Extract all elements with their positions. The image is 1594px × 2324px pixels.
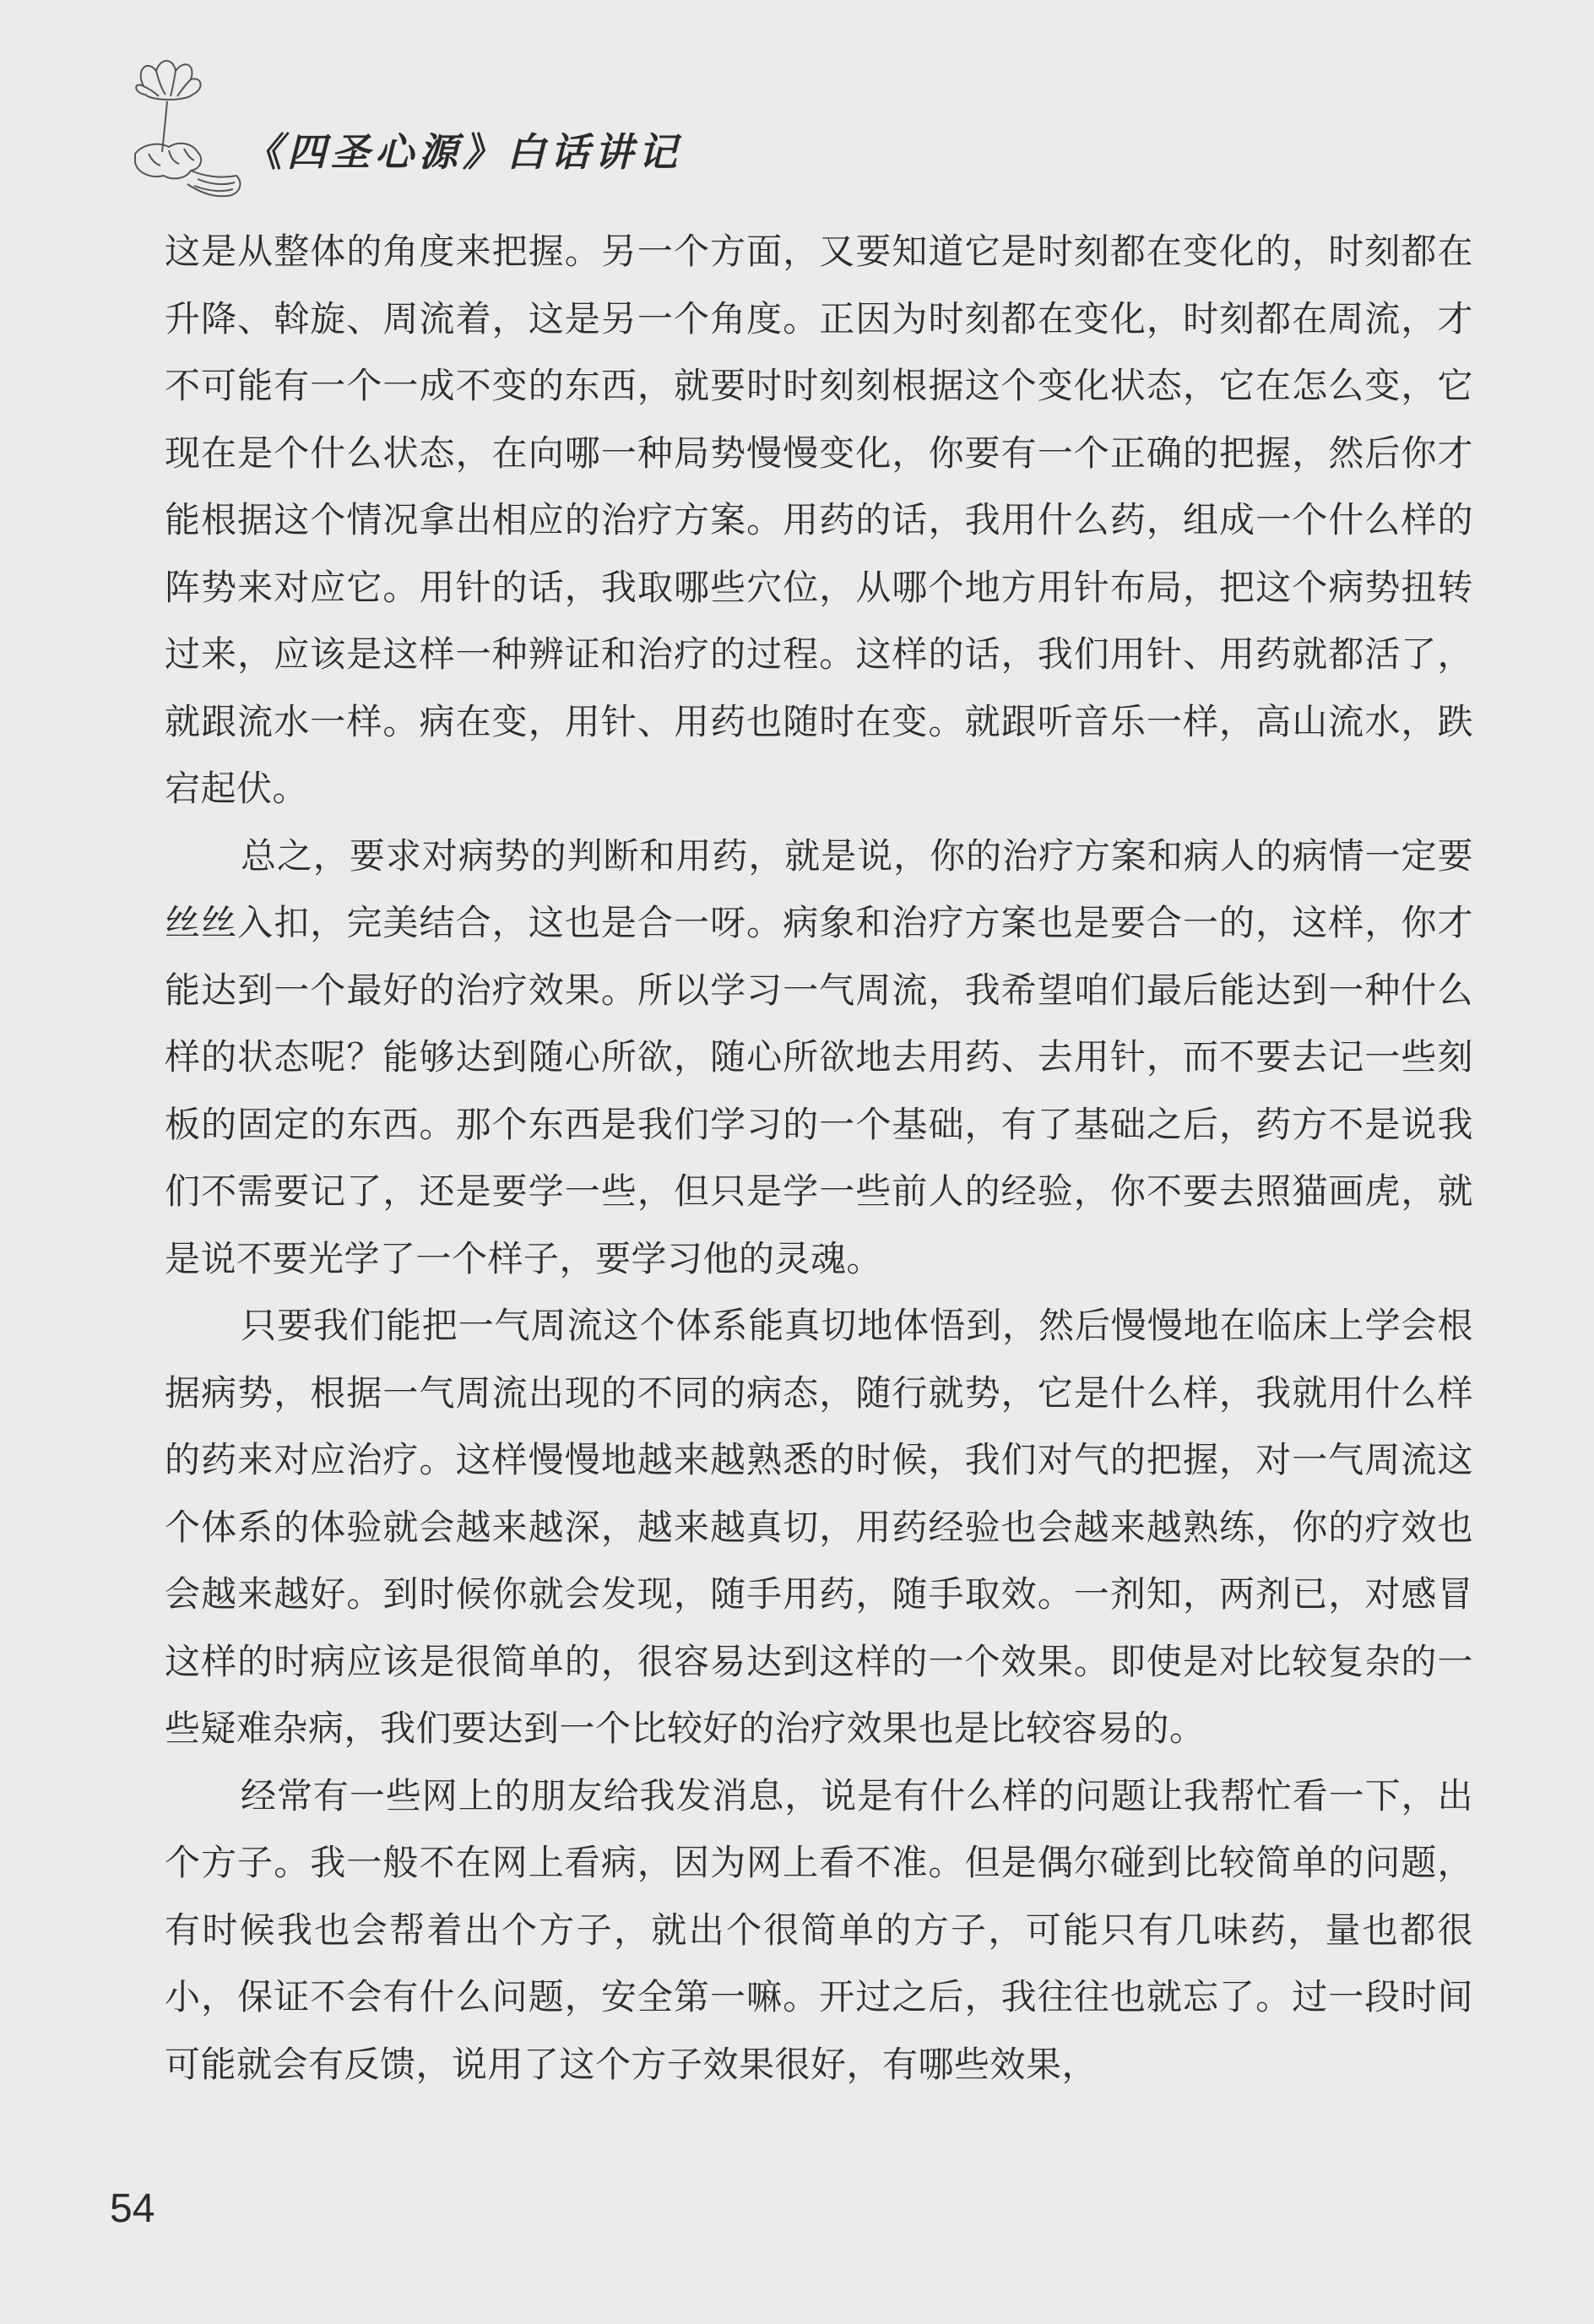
paragraph: 这是从整体的角度来把握。另一个方面，又要知道它是时刻都在变化的，时刻都在升降、斡旋、周流着，这是另一个角度。正因为时刻都在变化，时刻都在周流，才不可能有一个一成不变的东西，就要时时刻刻根据这个变化状态，它在怎么变，它现在是个什么状态，在向哪一种局势慢慢变化，你要有一个正确的把握，然后你才能根据这个情况拿出相应的治疗方案。用药的话，我用什么药，组成一个什么样的阵势来对应它。用针的话，我取哪些穴位，从哪个地方用针布局，把这个病势扭转过来，应该是这样一种辨证和治疗的过程。这样的话，我们用针、用药就都活了，就跟流水一样。病在变，用针、用药也随时在变。就跟听音乐一样，高山流水，跌宕起伏。	[165, 231, 1473, 809]
page-number: 54	[110, 2186, 155, 2231]
body-text	[165, 218, 1473, 2098]
paragraph: 只要我们能把一气周流这个体系能真切地体悟到，然后慢慢地在临床上学会根据病势，根据一气周流出现的不同的病态，随行就势，它是什么样，我就用什么样的药来对应治疗。这样慢慢地越来越熟悉的时候，我们对气的把握，对一气周流这个体系的体验就会越来越深，越来越真切，用药经验也会越来越熟练，你的疗效也会越来越好。到时候你就会发现，随手用药，随手取效。一剂知，两剂已，对感冒这样的时病应该是很简单的，很容易达到这样的一个效果。即使是对比较复杂的一些疑难杂病，我们要达到一个比较好的治疗效果也是比较容易的。	[165, 1305, 1473, 1749]
lotus-hand-icon	[110, 52, 253, 204]
page-header	[110, 52, 870, 204]
book-title: 《四圣心源》白话讲记	[243, 129, 682, 175]
paragraph: 经常有一些网上的朋友给我发消息，说是有什么样的问题让我帮忙看一下，出个方子。我一般不在网上看病，因为网上看不准。但是偶尔碰到比较简单的问题，有时候我也会帮着出个方子，就出个很简单的方子，可能只有几味药，量也都很小，保证不会有什么问题，安全第一嘛。开过之后，我往往也就忘了。过一段时间可能就会有反馈，说用了这个方子效果很好，有哪些效果，	[165, 1774, 1473, 2085]
paragraph: 总之，要求对病势的判断和用药，就是说，你的治疗方案和病人的病情一定要丝丝入扣，完美结合，这也是合一呀。病象和治疗方案也是要合一的，这样，你才能达到一个最好的治疗效果。所以学习一气周流，我希望咱们最后能达到一种什么样的状态呢？能够达到随心所欲，随心所欲地去用药、去用针，而不要去记一些刻板的固定的东西。那个东西是我们学习的一个基础，有了基础之后，药方不是说我们不需要记了，还是要学一些，但只是学一些前人的经验，你不要去照猫画虎，就是说不要光学了一个样子，要学习他的灵魂。	[165, 834, 1473, 1279]
